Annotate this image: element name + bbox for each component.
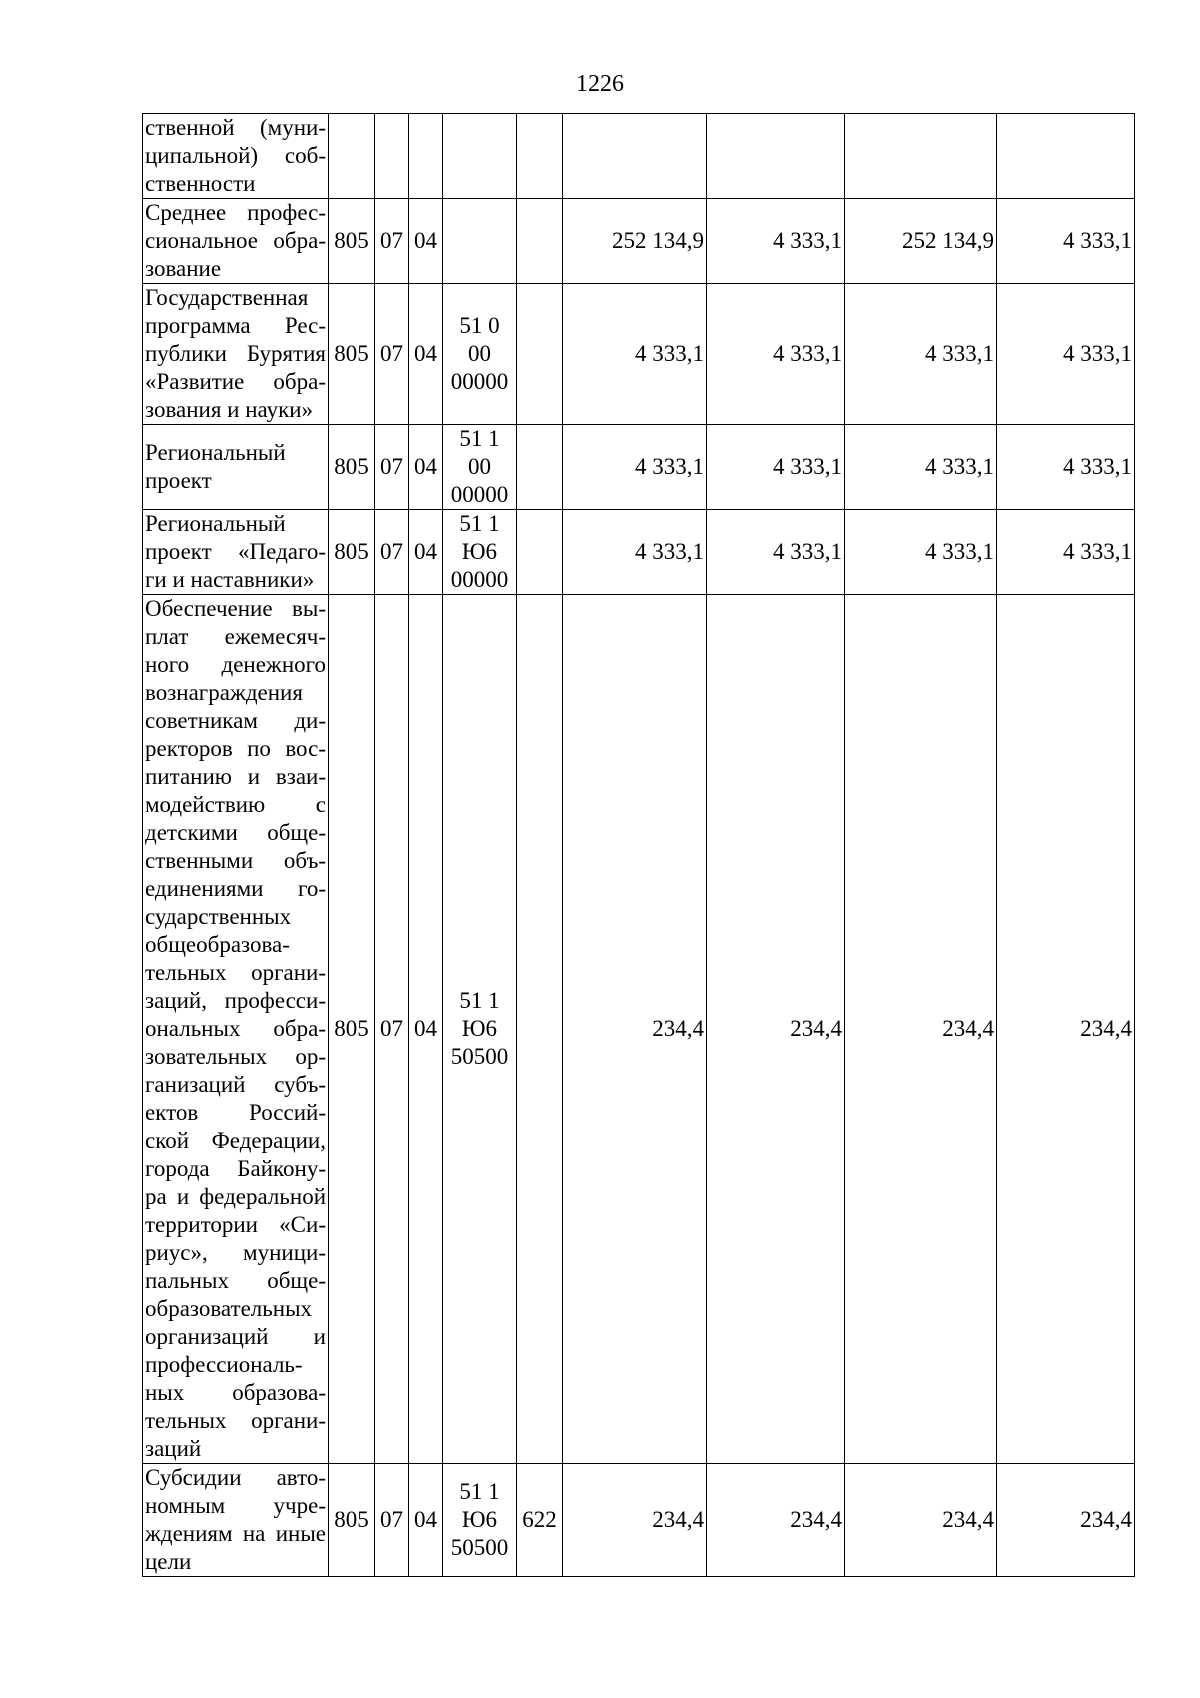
row-csr-line: 00000	[450, 369, 509, 394]
row-value-4	[997, 114, 1135, 199]
page-number: 1226	[576, 71, 624, 97]
row-name	[143, 114, 329, 199]
row-gr	[329, 114, 375, 199]
row-name-line: «Развитие обра-	[145, 369, 326, 394]
table-body	[143, 114, 1135, 1577]
row-value-3: 4 333,1	[845, 284, 997, 425]
row-name-line: проект	[145, 468, 212, 493]
row-name-line: заций	[145, 1436, 202, 1461]
row-name-line: тельных органи-	[145, 1408, 326, 1433]
row-vr	[517, 595, 563, 1464]
row-gr: 805	[329, 1464, 375, 1577]
row-value-2: 234,4	[707, 595, 845, 1464]
row-name-line: ректоров по вос-	[145, 736, 326, 761]
row-rz: 07	[375, 1464, 409, 1577]
row-rz: 07	[375, 595, 409, 1464]
row-pr: 04	[409, 199, 443, 284]
table-row	[143, 284, 1135, 425]
row-name-line: проект «Педаго-	[145, 539, 326, 564]
row-csr	[443, 595, 517, 1464]
row-pr: 04	[409, 425, 443, 510]
row-value-1: 252 134,9	[563, 199, 707, 284]
row-csr-line: Ю6	[461, 539, 498, 564]
row-name-line: Государственная	[145, 285, 309, 310]
row-csr-line: Ю6	[461, 1016, 498, 1041]
row-name-line: зование	[145, 256, 222, 281]
row-name-line: ждениям на иные	[145, 1521, 326, 1546]
row-value-1: 234,4	[563, 1464, 707, 1577]
row-name-line: детскими обще-	[145, 820, 326, 845]
row-csr-line: 50500	[450, 1044, 509, 1069]
row-name	[143, 595, 329, 1464]
row-name-line: заций, професси-	[145, 988, 326, 1013]
row-name-line: профессиональ-	[145, 1352, 303, 1377]
row-name-line: модействию с	[145, 792, 326, 817]
row-name-line: территории «Си-	[145, 1212, 326, 1237]
row-value-2: 4 333,1	[707, 199, 845, 284]
row-value-1: 234,4	[563, 595, 707, 1464]
row-pr: 04	[409, 510, 443, 595]
row-name	[143, 1464, 329, 1577]
row-name-line: программа Рес-	[145, 313, 326, 338]
row-name-line: ональных обра-	[145, 1016, 326, 1041]
row-name-line: ственными объ-	[145, 848, 326, 873]
row-value-1: 4 333,1	[563, 510, 707, 595]
row-name-line: зовательных ор-	[145, 1044, 326, 1069]
row-gr: 805	[329, 425, 375, 510]
row-value-4: 4 333,1	[997, 199, 1135, 284]
row-name	[143, 199, 329, 284]
row-rz: 07	[375, 284, 409, 425]
row-value-3: 234,4	[845, 595, 997, 1464]
row-value-1: 4 333,1	[563, 284, 707, 425]
row-name-line: ра и федеральной	[145, 1184, 326, 1209]
row-name-line: ектов Россий-	[145, 1100, 326, 1125]
row-pr: 04	[409, 284, 443, 425]
row-csr-line: 50500	[450, 1535, 509, 1560]
row-value-3: 234,4	[845, 1464, 997, 1577]
row-name-line: Региональный	[145, 440, 286, 465]
row-csr-line: 00	[468, 454, 491, 479]
row-vr	[517, 114, 563, 199]
row-pr: 04	[409, 1464, 443, 1577]
row-name-line: тельных органи-	[145, 960, 326, 985]
row-name-line: ственности	[145, 171, 256, 196]
table-row	[143, 595, 1135, 1464]
row-rz: 07	[375, 425, 409, 510]
row-name	[143, 510, 329, 595]
row-value-4: 4 333,1	[997, 510, 1135, 595]
table-row	[143, 510, 1135, 595]
row-csr-line: 51 0	[459, 313, 500, 338]
row-name-line: города Байкону-	[145, 1156, 326, 1181]
budget-table	[142, 113, 1135, 1577]
row-name-line: Субсидии авто-	[145, 1465, 326, 1490]
row-name-line: Среднее профес-	[145, 200, 326, 225]
row-name-line: ципальной) соб-	[145, 143, 326, 168]
row-value-2: 4 333,1	[707, 510, 845, 595]
row-name-line: зования и науки»	[145, 397, 314, 422]
row-gr: 805	[329, 510, 375, 595]
row-csr	[443, 114, 517, 199]
row-name	[143, 284, 329, 425]
row-pr	[409, 114, 443, 199]
row-name-line: сиональное обра-	[145, 228, 326, 253]
row-name-line: плат ежемесяч-	[145, 624, 326, 649]
row-name-line: публики Бурятия	[145, 341, 326, 366]
row-csr	[443, 425, 517, 510]
row-csr	[443, 510, 517, 595]
row-vr	[517, 199, 563, 284]
row-vr: 622	[517, 1464, 563, 1577]
row-value-1	[563, 114, 707, 199]
row-rz: 07	[375, 510, 409, 595]
row-value-3: 4 333,1	[845, 510, 997, 595]
row-name-line: ственной (муни-	[145, 115, 326, 140]
row-value-2: 234,4	[707, 1464, 845, 1577]
row-name-line: вознаграждения	[145, 680, 303, 705]
row-name-line: советникам ди-	[145, 708, 326, 733]
row-csr-line: 51 1	[459, 511, 500, 536]
table-row	[143, 199, 1135, 284]
row-csr-line: Ю6	[461, 1507, 498, 1532]
row-name-line: ганизаций субъ-	[145, 1072, 326, 1097]
row-value-2	[707, 114, 845, 199]
table-row	[143, 1464, 1135, 1577]
row-csr-line: 00000	[450, 567, 509, 592]
row-value-3	[845, 114, 997, 199]
row-csr-line: 00	[468, 341, 491, 366]
table-row	[143, 114, 1135, 199]
row-name-line: Обеспечение вы-	[145, 596, 326, 621]
row-name-line: ской Федерации,	[145, 1128, 326, 1153]
row-gr: 805	[329, 595, 375, 1464]
row-value-4: 4 333,1	[997, 284, 1135, 425]
row-name-line: питанию и взаи-	[145, 764, 326, 789]
row-csr-line: 51 1	[459, 1479, 500, 1504]
row-name-line: ги и наставники»	[145, 567, 315, 592]
row-value-2: 4 333,1	[707, 284, 845, 425]
row-value-4: 4 333,1	[997, 425, 1135, 510]
row-name-line: общеобразова-	[145, 932, 290, 957]
row-value-3: 4 333,1	[845, 425, 997, 510]
row-name-line: ного денежного	[145, 652, 326, 677]
row-name-line: пальных обще-	[145, 1268, 326, 1293]
row-name-line: сударственных	[145, 904, 292, 929]
row-csr	[443, 1464, 517, 1577]
row-rz	[375, 114, 409, 199]
row-gr: 805	[329, 284, 375, 425]
row-csr-line: 51 1	[459, 426, 500, 451]
row-name-line: ных образова-	[145, 1380, 326, 1405]
row-name-line: риус», муници-	[145, 1240, 326, 1265]
row-vr	[517, 510, 563, 595]
row-value-2: 4 333,1	[707, 425, 845, 510]
row-value-1: 4 333,1	[563, 425, 707, 510]
row-value-4: 234,4	[997, 1464, 1135, 1577]
row-name-line: Региональный	[145, 511, 286, 536]
row-csr-line: 00000	[450, 482, 509, 507]
row-name-line: цели	[145, 1549, 192, 1574]
row-vr	[517, 284, 563, 425]
row-value-3: 252 134,9	[845, 199, 997, 284]
row-name-line: организаций и	[145, 1324, 326, 1349]
row-gr: 805	[329, 199, 375, 284]
row-pr: 04	[409, 595, 443, 1464]
row-csr	[443, 284, 517, 425]
row-name-line: образовательных	[145, 1296, 313, 1321]
row-rz: 07	[375, 199, 409, 284]
row-vr	[517, 425, 563, 510]
row-name-line: номным учре-	[145, 1493, 326, 1518]
row-csr-line: 51 1	[459, 988, 500, 1013]
row-name-line: единениями го-	[145, 876, 326, 901]
row-value-4: 234,4	[997, 595, 1135, 1464]
table-row	[143, 425, 1135, 510]
row-csr	[443, 199, 517, 284]
row-name	[143, 425, 329, 510]
